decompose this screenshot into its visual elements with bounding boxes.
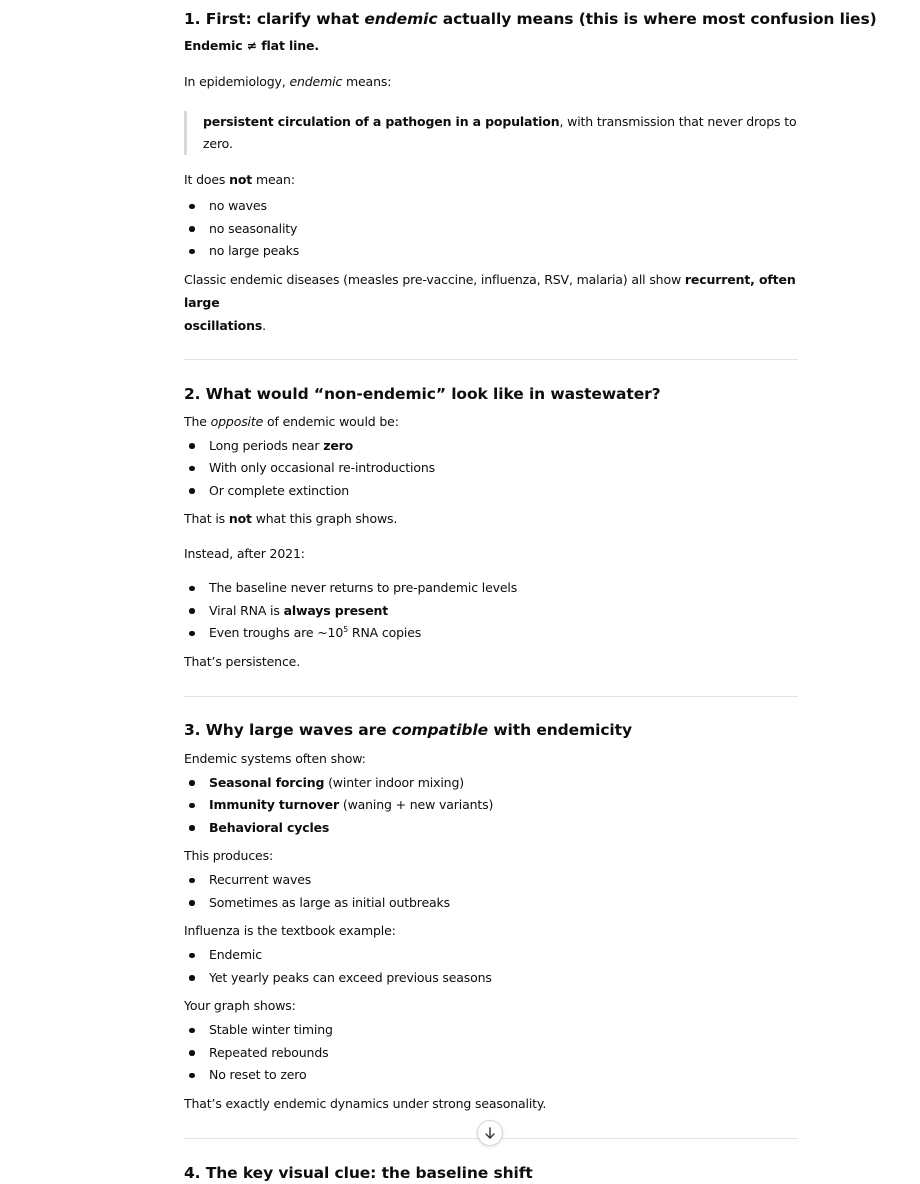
section-1-definition-intro: In epidemiology, endemic means: [184, 74, 392, 89]
definition-blockquote: persistent circulation of a pathogen in a population, with transmission that never drops to zero. [184, 111, 798, 155]
list-item: The baseline never returns to pre-pandemic levels [184, 577, 798, 600]
influenza-list [184, 944, 798, 989]
section-2-not-shown: That is not what this graph shows. [184, 511, 398, 526]
list-item: Immunity turnover (waning + new variants) [184, 794, 798, 817]
persistence-list [184, 577, 798, 645]
produces-list [184, 869, 798, 914]
section-3-influenza: Influenza is the textbook example: [184, 923, 396, 938]
list-item: no seasonality [184, 218, 798, 241]
not-mean-list [184, 195, 798, 263]
list-item: Viral RNA is always present [184, 600, 798, 623]
section-3-intro: Endemic systems often show: [184, 750, 366, 766]
chat-message-content [184, 0, 877, 1184]
section-3-produces: This produces: [184, 848, 274, 863]
section-1-lead: Endemic ≠ flat line. [184, 38, 319, 53]
list-item: Endemic [184, 944, 798, 967]
arrow-down-icon [483, 1126, 497, 1140]
section-2-opposite: The opposite of endemic would be: [184, 413, 399, 429]
list-item: Behavioral cycles [184, 817, 798, 840]
list-item: Or complete extinction [184, 480, 798, 503]
scroll-to-bottom-button[interactable] [477, 1120, 503, 1146]
section-1-not-mean: It does not mean: [184, 172, 295, 187]
list-item: no waves [184, 195, 798, 218]
section-2-instead: Instead, after 2021: [184, 546, 305, 561]
endemic-features-list [184, 772, 798, 840]
section-3-heading: 3. Why large waves are compatible with endemicity [184, 720, 632, 739]
section-3-graph-shows: Your graph shows: [184, 998, 296, 1013]
section-3 [184, 697, 798, 1115]
list-item: Stable winter timing [184, 1019, 798, 1042]
list-item: Even troughs are $\sim 10^5$ RNA copies [184, 622, 798, 645]
list-item: Yet yearly peaks can exceed previous seasons [184, 967, 798, 990]
list-item: Seasonal forcing (winter indoor mixing) [184, 772, 798, 795]
list-item: No reset to zero [184, 1064, 798, 1087]
section-2-conclusion: That’s persistence. [184, 653, 301, 669]
list-item: Recurrent waves [184, 869, 798, 892]
section-3-conclusion: That’s exactly endemic dynamics under strong seasonality. [184, 1095, 547, 1111]
section-2 [184, 360, 798, 673]
section-4-heading: 4. The key visual clue: the baseline shift [184, 1163, 533, 1182]
section-1-classic-diseases: Classic endemic diseases (measles pre-vaccine, influenza, RSV, malaria) all show recurrent, often large oscillations. [184, 271, 796, 333]
graph-shows-list [184, 1019, 798, 1087]
section-2-heading: 2. What would “non-endemic” look like in wastewater? [184, 384, 661, 403]
section-1-heading: 1. First: clarify what endemic actually means (this is where most confusion lies) [184, 10, 877, 28]
list-item: With only occasional re-introductions [184, 457, 798, 480]
list-item: Long periods near zero [184, 435, 798, 458]
section-1 [184, 0, 877, 337]
list-item: Repeated rebounds [184, 1042, 798, 1065]
list-item: Sometimes as large as initial outbreaks [184, 892, 798, 915]
list-item: no large peaks [184, 240, 798, 263]
non-endemic-list [184, 435, 798, 503]
